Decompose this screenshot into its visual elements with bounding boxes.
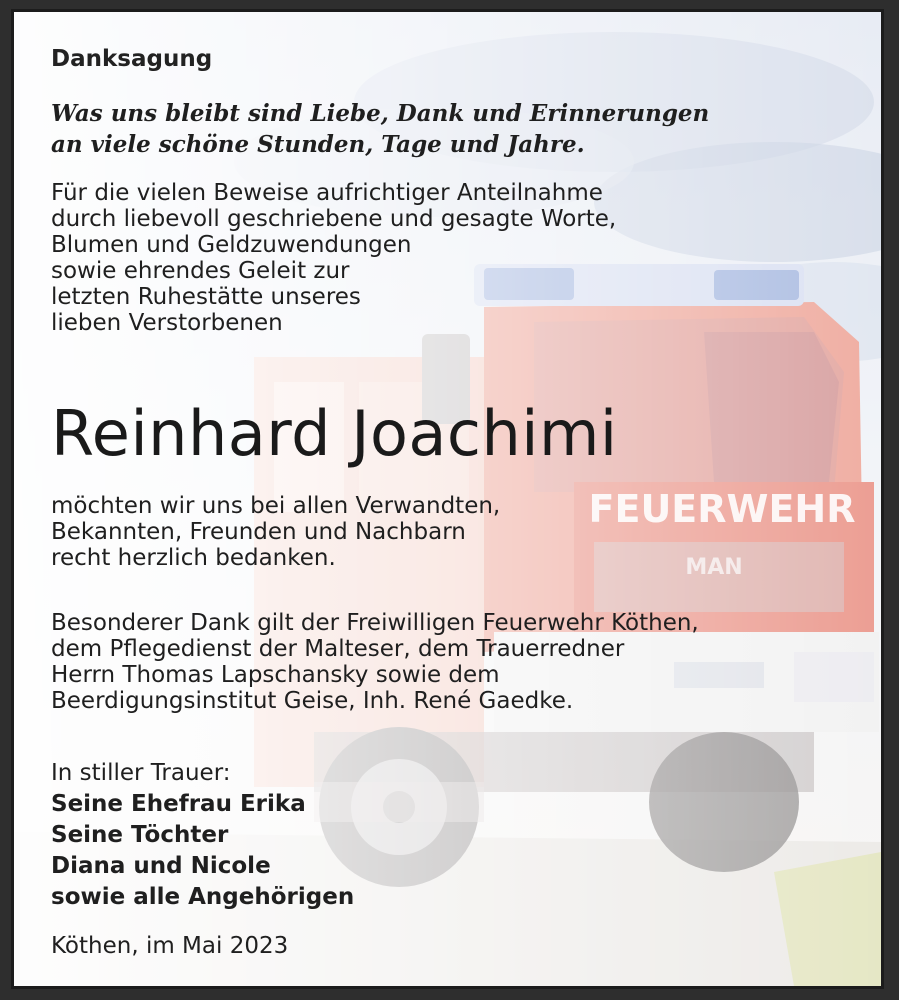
motto [51, 98, 831, 160]
mourning-intro: In stiller Trauer: [51, 760, 231, 786]
intro-line: Blumen und Geldzuwendungen [51, 232, 412, 258]
special-thanks-paragraph [51, 610, 699, 714]
motto-line: an viele schöne Stunden, Tage und Jahre. [51, 131, 585, 158]
mourner-line: Seine Ehefrau Erika [51, 791, 306, 817]
intro-line: durch liebevoll geschriebene und gesagte Worte, [51, 206, 617, 232]
mourners-block [51, 758, 354, 913]
mourner-line: Seine Töchter [51, 822, 229, 848]
special-line: Herrn Thomas Lapschansky sowie dem [51, 662, 500, 688]
intro-line: sowie ehrendes Geleit zur [51, 258, 350, 284]
intro-paragraph [51, 180, 616, 336]
thanks-line: Bekannten, Freunden und Nachbarn [51, 519, 466, 545]
intro-line: Für die vielen Beweise aufrichtiger Anteilnahme [51, 180, 603, 206]
notice-text [14, 12, 881, 986]
place-date: Köthen, im Mai 2023 [51, 933, 289, 959]
special-line: Beerdigungsinstitut Geise, Inh. René Gaedke. [51, 688, 574, 714]
obituary-card [14, 12, 881, 986]
mourner-line: Diana und Nicole [51, 853, 271, 879]
notice-heading: Danksagung [51, 46, 213, 72]
thanks-line: recht herzlich bedanken. [51, 545, 336, 571]
special-line: dem Pflegedienst der Malteser, dem Trauerredner [51, 636, 625, 662]
thanks-line: möchten wir uns bei allen Verwandten, [51, 493, 501, 519]
intro-line: lieben Verstorbenen [51, 310, 283, 336]
special-line: Besonderer Dank gilt der Freiwilligen Feuerwehr Köthen, [51, 610, 699, 636]
deceased-name: Reinhard Joachimi [51, 397, 618, 470]
motto-line: Was uns bleibt sind Liebe, Dank und Erinnerungen [51, 100, 710, 127]
intro-line: letzten Ruhestätte unseres [51, 284, 361, 310]
thanks-paragraph [51, 493, 500, 571]
mourner-line: sowie alle Angehörigen [51, 884, 355, 910]
